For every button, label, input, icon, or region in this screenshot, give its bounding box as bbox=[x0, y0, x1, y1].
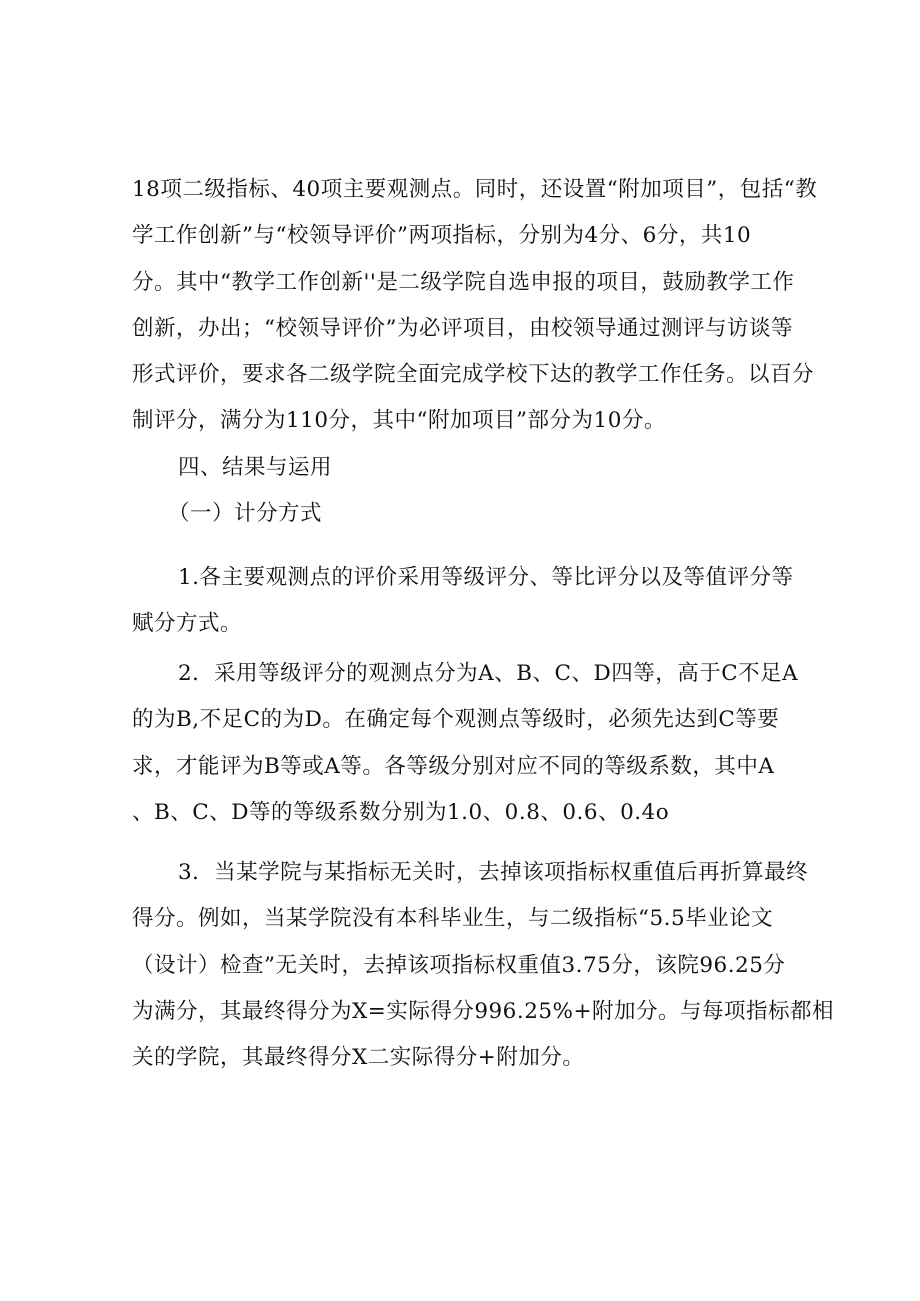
text-line: 分。其中“教学工作创新''是二级学院自选申报的项目，鼓励教学工作 bbox=[132, 270, 795, 295]
text-line: 创新，办出；“校领导评价”为必评项目，由校领导通过测评与访谈等 bbox=[132, 316, 793, 341]
text-line: 的为B,不足C的为D。在确定每个观测点等级时，必须先达到C等要 bbox=[132, 707, 780, 732]
text-line: 学工作创新”与“校领导评价”两项指标，分别为4分、6分，共10 bbox=[132, 223, 752, 248]
heading-text: （一）计分方式 bbox=[168, 501, 323, 526]
text-line: （设计）检查”无关时，去掉该项指标权重值3.75分，该院96.25分 bbox=[132, 953, 786, 978]
text-line: 为满分，其最终得分为X=实际得分996.25%+附加分。与每项指标都相 bbox=[132, 999, 834, 1024]
text-line: 得分。例如，当某学院没有本科毕业生，与二级指标“5.5毕业论文 bbox=[132, 906, 774, 931]
text-line: 2．采用等级评分的观测点分为A、B、C、D四等，高于C不足A bbox=[178, 661, 799, 686]
text-line: 、B、C、D等的等级系数分别为1.0、0.8、0.6、0.4o bbox=[132, 800, 670, 825]
text-line: 关的学院，其最终得分X二实际得分+附加分。 bbox=[132, 1045, 585, 1070]
text-line: 求，才能评为B等或A等。各等级分别对应不同的等级系数，其中A bbox=[132, 754, 775, 779]
text-line: 形式评价，要求各二级学院全面完成学校下达的教学工作任务。以百分 bbox=[132, 362, 815, 387]
text-line: 18项二级指标、40项主要观测点。同时，还设置“附加项目”，包括“教 bbox=[132, 177, 818, 202]
text-line: 赋分方式。 bbox=[132, 611, 243, 636]
text-line: 1.各主要观测点的评价采用等级评分、等比评分以及等值评分等 bbox=[178, 565, 794, 590]
heading-text: 四、结果与运用 bbox=[178, 455, 333, 480]
text-line: 制评分，满分为110分，其中“附加项目”部分为10分。 bbox=[132, 408, 666, 433]
text-line: 3．当某学院与某指标无关时，去掉该项指标权重值后再折算最终 bbox=[178, 860, 809, 885]
